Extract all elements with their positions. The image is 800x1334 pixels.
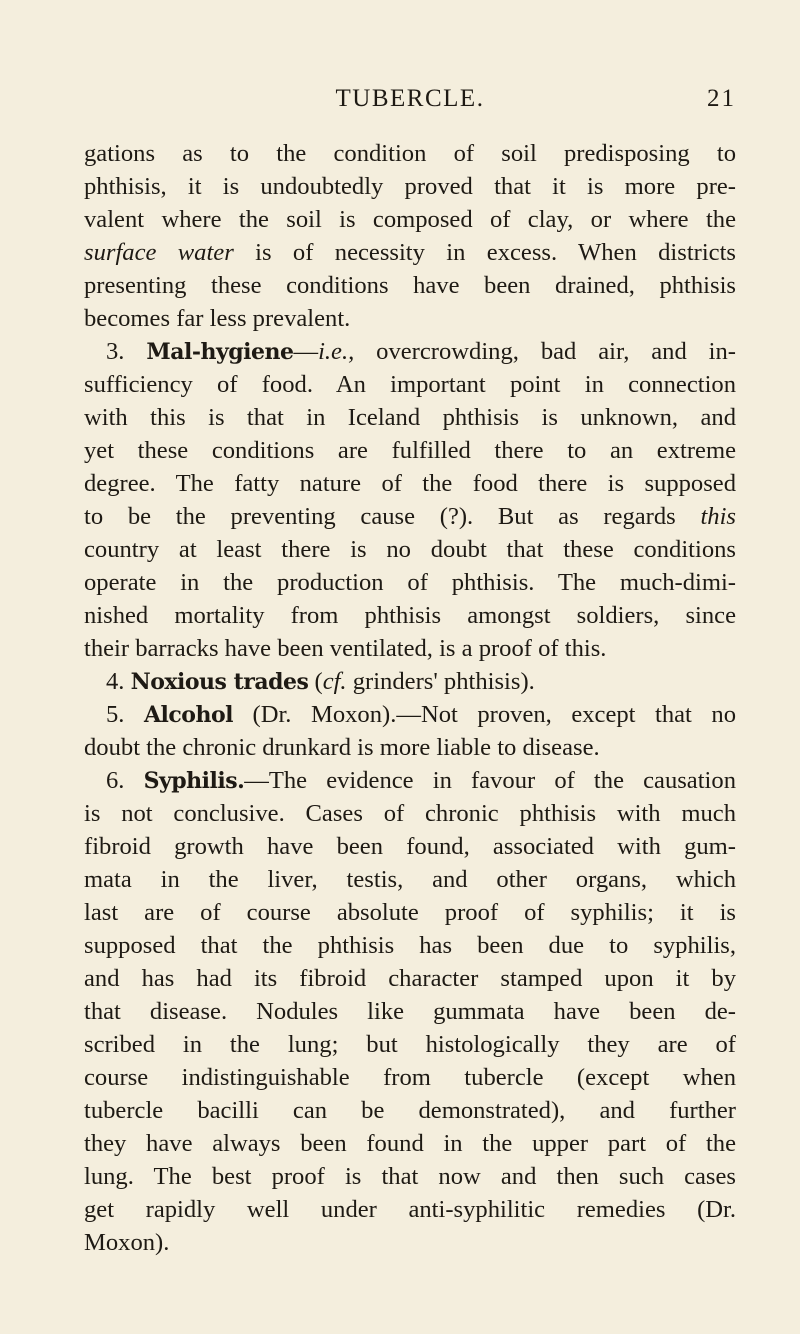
text-line: valent where the soil is composed of clay, or where the bbox=[84, 206, 736, 233]
text-line: operate in the production of phthisis. The much-dimi- bbox=[84, 569, 736, 596]
text-line: their barracks have been ventilated, is a proof of this. bbox=[84, 635, 607, 662]
running-title: TUBERCLE. bbox=[335, 85, 485, 112]
text-line: to be the preventing cause (?). But as regards this bbox=[84, 503, 736, 530]
text-line: scribed in the lung; but histologically they are of bbox=[84, 1031, 736, 1058]
text-line: tubercle bacilli can be demonstrated), and further bbox=[84, 1097, 736, 1124]
text-line: gations as to the condition of soil predisposing to bbox=[84, 140, 736, 167]
list-item-5-heading-line: 5. Alcohol (Dr. Moxon).—Not proven, except that no bbox=[106, 701, 736, 728]
list-item-6-heading-line: 6. Syphilis.—The evidence in favour of the causation bbox=[106, 767, 736, 794]
text-line: nished mortality from phthisis amongst soldiers, since bbox=[84, 602, 736, 629]
italic-phrase: surface water bbox=[84, 239, 234, 266]
italic-phrase: this bbox=[700, 503, 736, 530]
text-line: surface water is of necessity in excess. When districts bbox=[84, 239, 736, 266]
text-line: and has had its fibroid character stamped upon it by bbox=[84, 965, 736, 992]
text-line: mata in the liver, testis, and other organs, which bbox=[84, 866, 736, 893]
list-item-heading: Mal-hygiene bbox=[146, 339, 294, 365]
text-line: they have always been found in the upper part of the bbox=[84, 1130, 736, 1157]
list-item-4-heading-line: 4. Noxious trades (cf. grinders' phthisis). bbox=[106, 668, 535, 695]
body-text bbox=[84, 137, 736, 1259]
italic-phrase: cf. bbox=[322, 668, 347, 695]
text-line: course indistinguishable from tubercle (except when bbox=[84, 1064, 736, 1091]
text-line: lung. The best proof is that now and then such cases bbox=[84, 1163, 736, 1190]
text-line: fibroid growth have been found, associated with gum- bbox=[84, 833, 736, 860]
text-line: sufficiency of food. An important point in connection bbox=[84, 371, 736, 398]
text-line: supposed that the phthisis has been due to syphilis, bbox=[84, 932, 736, 959]
text-line: last are of course absolute proof of syphilis; it is bbox=[84, 899, 736, 926]
text-line: phthisis, it is undoubtedly proved that it is more pre- bbox=[84, 173, 736, 200]
text-line: is not conclusive. Cases of chronic phthisis with much bbox=[84, 800, 736, 827]
text-line: becomes far less prevalent. bbox=[84, 305, 351, 332]
text-line: get rapidly well under anti-syphilitic remedies (Dr. bbox=[84, 1196, 736, 1223]
text-line: degree. The fatty nature of the food there is supposed bbox=[84, 470, 736, 497]
list-item-heading: Noxious trades bbox=[130, 669, 309, 695]
text-line: country at least there is no doubt that these conditions bbox=[84, 536, 736, 563]
italic-phrase: i.e., bbox=[318, 338, 355, 365]
text-line: presenting these conditions have been drained, phthisis bbox=[84, 272, 736, 299]
list-item-3-heading-line: 3. Mal-hygiene—i.e., overcrowding, bad air, and in- bbox=[106, 338, 736, 365]
page-header bbox=[84, 85, 736, 115]
text-line: yet these conditions are fulfilled there to an extreme bbox=[84, 437, 736, 464]
text-line: doubt the chronic drunkard is more liable to disease. bbox=[84, 734, 600, 761]
text-line: Moxon). bbox=[84, 1229, 170, 1256]
list-item-heading: Alcohol bbox=[143, 702, 233, 728]
page-number: 21 bbox=[707, 85, 736, 112]
text-line: with this is that in Iceland phthisis is unknown, and bbox=[84, 404, 736, 431]
text-line: that disease. Nodules like gummata have been de- bbox=[84, 998, 736, 1025]
list-item-heading: Syphilis. bbox=[143, 768, 245, 794]
